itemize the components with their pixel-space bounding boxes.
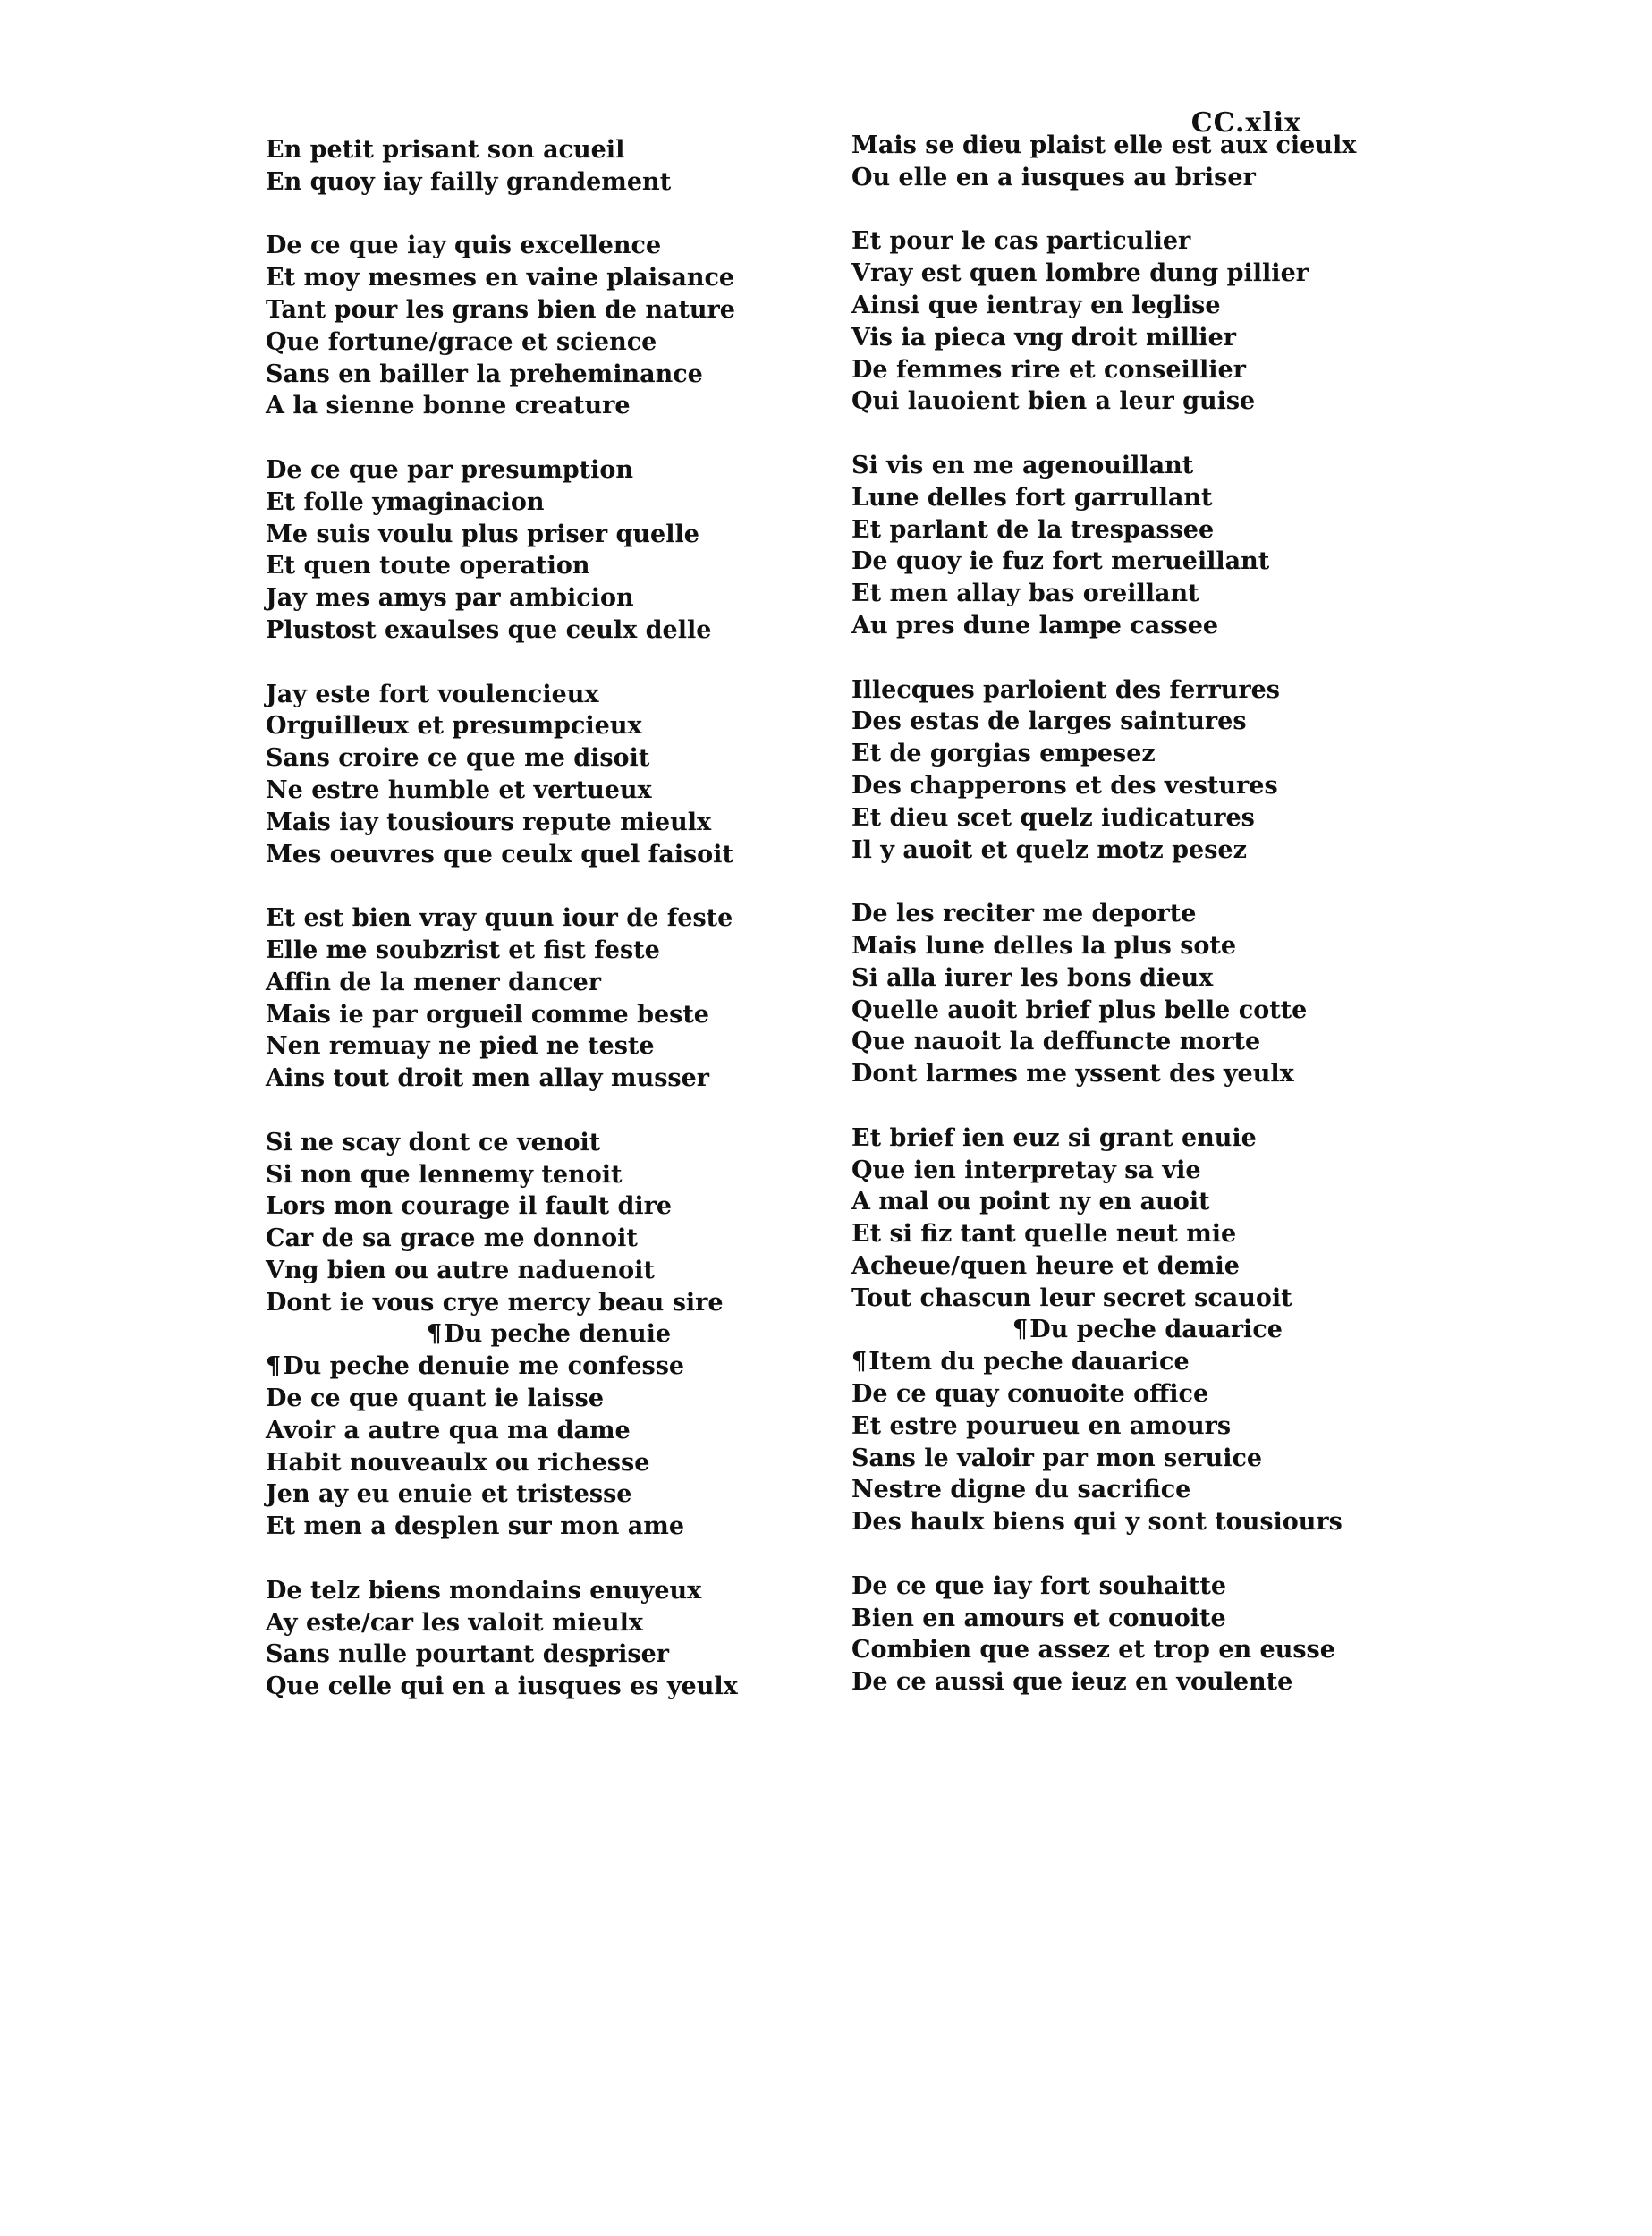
verse-line: [851, 995, 1352, 1027]
verse-line-text: Sans le valoir par mon seruice: [851, 1444, 1263, 1472]
verse-line-text: Et dieu scet quelz iudicatures: [851, 803, 1255, 832]
verse-line: [851, 450, 1352, 482]
verse-line-text: Que ien interpretay sa vie: [851, 1156, 1201, 1184]
verse-line-text: Sans nulle pourtant despriser: [266, 1640, 670, 1669]
verse-line: [851, 1506, 1352, 1538]
verse-line: [851, 962, 1352, 995]
verse-line: [851, 514, 1352, 546]
verse-line-text: Et parlant de la trespassee: [851, 515, 1215, 544]
section-heading: [266, 1318, 767, 1351]
section-heading-text: Du peche denuie: [444, 1320, 672, 1349]
verse-line: [851, 1250, 1352, 1283]
verse-line-text: Habit nouveaulx ou richesse: [266, 1448, 650, 1477]
verse-line-text: Quelle auoit brief plus belle cotte: [851, 995, 1308, 1024]
verse-line: [266, 550, 767, 582]
verse-line-text: Que fortune/grace et science: [266, 327, 657, 356]
verse-line: [266, 1575, 767, 1607]
verse-line-text: Jay mes amys par ambicion: [266, 584, 634, 613]
verse-line-text: Et est bien vray quun iour de feste: [266, 904, 733, 933]
right-stanza: [851, 1346, 1352, 1538]
verse-line-text: Nen remuay ne pied ne teste: [266, 1032, 655, 1061]
right-stanza: [851, 898, 1352, 1090]
folio-number: CC.xlix: [1190, 107, 1301, 139]
verse-line: [266, 1255, 767, 1287]
right-stanza: [851, 130, 1357, 194]
verse-line: [266, 1383, 767, 1415]
verse-line: [851, 674, 1352, 707]
verse-line: [851, 1634, 1352, 1666]
verse-line: [266, 1671, 767, 1703]
verse-line-text: Si ne scay dont ce venoit: [266, 1128, 601, 1156]
verse-line: [851, 610, 1352, 642]
verse-line: [266, 902, 767, 935]
verse-line: [851, 130, 1357, 162]
verse-line: [851, 1122, 1352, 1155]
left-stanza: [266, 679, 767, 871]
verse-line: [851, 1283, 1352, 1315]
verse-line: [266, 359, 767, 391]
verse-line-text: En petit prisant son acueil: [266, 136, 625, 164]
verse-line-text: Sans en bailler la preheminance: [266, 360, 703, 388]
verse-line: [851, 1474, 1352, 1506]
verse-line: [851, 225, 1352, 258]
left-stanza: [266, 134, 767, 199]
verse-line: [266, 1159, 767, 1191]
verse-line: [851, 1058, 1352, 1090]
verse-line: [266, 230, 767, 262]
verse-line-text: Car de sa grace me donnoit: [266, 1224, 638, 1253]
verse-line-text: De femmes rire et conseillier: [851, 355, 1246, 384]
verse-line: [851, 1186, 1352, 1218]
verse-line-text: Mais ie par orgueil comme beste: [266, 1000, 709, 1029]
verse-line: [266, 1127, 767, 1159]
verse-line-text: Dont ie vous crye mercy beau sire: [266, 1288, 724, 1317]
verse-line-text: Item du peche dauarice: [868, 1348, 1190, 1376]
verse-line: [266, 1511, 767, 1543]
verse-line-text: Vng bien ou autre naduenoit: [266, 1256, 655, 1284]
verse-line: [851, 385, 1352, 418]
verse-line-text: A la sienne bonne creature: [266, 392, 631, 420]
verse-line-text: Jay este fort voulencieux: [266, 680, 599, 708]
verse-line-text: Et folle ymaginacion: [266, 487, 545, 516]
verse-line-text: De ce que iay fort souhaitte: [851, 1571, 1227, 1600]
verse-line: [851, 546, 1352, 578]
verse-line-text: Et moy mesmes en vaine plaisance: [266, 264, 735, 292]
verse-line-text: Nestre digne du sacrifice: [851, 1476, 1191, 1504]
verse-line: [266, 1447, 767, 1479]
verse-line-text: Mes oeuvres que ceulx quel faisoit: [266, 840, 733, 868]
verse-line-text: Vis ia pieca vng droit millier: [851, 323, 1236, 351]
verse-line: [266, 294, 767, 326]
verse-line: [266, 967, 767, 999]
verse-line: [851, 1026, 1352, 1058]
verse-line: [266, 1190, 767, 1223]
verse-line-text: Illecques parloient des ferrures: [851, 675, 1280, 704]
pilcrow-icon: ¶: [851, 1348, 868, 1376]
verse-line: [851, 1155, 1352, 1187]
left-stanza: [266, 1575, 767, 1703]
verse-line-text: Tant pour les grans bien de nature: [266, 295, 735, 324]
verse-line-text: Qui lauoient bien a leur guise: [851, 387, 1256, 416]
verse-line-text: De quoy ie fuz fort merueillant: [851, 547, 1270, 576]
verse-line-text: Jen ay eu enuie et tristesse: [266, 1480, 632, 1509]
verse-line-text: Que nauoit la deffuncte morte: [851, 1028, 1261, 1056]
verse-line-text: Que celle qui en a iusques es yeulx: [266, 1673, 738, 1701]
verse-line: [851, 1666, 1352, 1698]
verse-line: [851, 258, 1352, 290]
verse-line-text: Et men a desplen sur mon ame: [266, 1512, 685, 1541]
verse-line: [851, 706, 1352, 738]
verse-line: [851, 578, 1352, 610]
verse-line: [266, 614, 767, 647]
verse-line-text: Plustost exaulses que ceulx delle: [266, 615, 712, 644]
verse-line-text: De telz biens mondains enuyeux: [266, 1576, 702, 1605]
verse-line-text: Lune delles fort garrullant: [851, 483, 1213, 512]
verse-line: [266, 839, 767, 871]
verse-line-text: Combien que assez et trop en eusse: [851, 1636, 1335, 1664]
verse-line: [266, 262, 767, 294]
verse-line-text: Me suis voulu plus priser quelle: [266, 520, 699, 548]
verse-line: [266, 742, 767, 775]
left-stanza: [266, 902, 767, 1095]
verse-line-text: Mais se dieu plaist elle est aux cieulx: [851, 131, 1357, 159]
section-heading-text: Du peche dauarice: [1029, 1316, 1283, 1344]
verse-line-text: Avoir a autre qua ma dame: [266, 1416, 631, 1444]
verse-line-text: Et estre pourueu en amours: [851, 1411, 1232, 1440]
pilcrow-icon: ¶: [427, 1320, 443, 1349]
left-stanza: [266, 230, 767, 422]
verse-line: [266, 487, 767, 519]
verse-line: [266, 519, 767, 551]
verse-line-text: Si alla iurer les bons dieux: [851, 963, 1214, 992]
verse-line-text: Dont larmes me yssent des yeulx: [851, 1060, 1294, 1088]
verse-line: [851, 1571, 1352, 1603]
left-stanza: [266, 1127, 767, 1351]
verse-line-text: Ou elle en a iusques au briser: [851, 163, 1256, 191]
verse-line: [266, 134, 767, 166]
verse-line: [266, 1639, 767, 1671]
verse-line: [851, 770, 1352, 802]
verse-line: [266, 454, 767, 487]
right-stanza: [851, 674, 1352, 867]
right-stanza: [851, 1122, 1352, 1347]
verse-line: [266, 390, 767, 422]
pilcrow-icon: ¶: [1012, 1316, 1029, 1344]
verse-line: [266, 1223, 767, 1255]
verse-line: [851, 1346, 1352, 1378]
verse-line-text: Affin de la mener dancer: [266, 968, 602, 996]
verse-line-text: Bien en amours et conuoite: [851, 1604, 1226, 1632]
verse-line-text: De ce aussi que ieuz en voulente: [851, 1668, 1293, 1697]
verse-line-text: Et quen toute operation: [266, 552, 590, 580]
verse-line: [266, 582, 767, 614]
verse-line-text: Et men allay bas oreillant: [851, 580, 1199, 608]
verse-line: [851, 1603, 1352, 1635]
verse-line-text: Elle me soubzrist et fist feste: [266, 936, 660, 964]
verse-line-text: A mal ou point ny en auoit: [851, 1188, 1210, 1216]
verse-line-text: Ne estre humble et vertueux: [266, 775, 652, 804]
verse-line-text: Au pres dune lampe cassee: [851, 611, 1219, 639]
verse-line-text: Et si fiz tant quelle neut mie: [851, 1220, 1237, 1249]
verse-line-text: Sans croire ce que me disoit: [266, 744, 650, 773]
verse-line: [851, 290, 1352, 322]
verse-line: [266, 775, 767, 807]
verse-line: [266, 679, 767, 711]
verse-line-text: Si non que lennemy tenoit: [266, 1160, 623, 1189]
left-stanza: [266, 1351, 767, 1543]
verse-line-text: De ce quay conuoite office: [851, 1380, 1209, 1409]
verse-line-text: Des estas de larges saintures: [851, 707, 1247, 736]
right-column: [851, 130, 1357, 1698]
verse-line: [851, 354, 1352, 386]
verse-line-text: De les reciter me deporte: [851, 900, 1197, 928]
verse-line-text: Tout chascun leur secret scauoit: [851, 1283, 1292, 1312]
right-stanza: [851, 225, 1352, 418]
verse-line-text: Et pour le cas particulier: [851, 227, 1191, 256]
verse-line: [851, 738, 1352, 770]
verse-line-text: En quoy iay failly grandement: [266, 167, 672, 196]
verse-line: [266, 807, 767, 839]
verse-line-text: De ce que quant ie laisse: [266, 1385, 605, 1413]
verse-line: [266, 1287, 767, 1319]
verse-line: [266, 710, 767, 742]
verse-line-text: Lors mon courage il fault dire: [266, 1192, 673, 1221]
verse-line: [266, 935, 767, 967]
verse-line-text: Ainsi que ientray en leglise: [851, 291, 1221, 319]
verse-line: [266, 1607, 767, 1639]
verse-line: [266, 999, 767, 1031]
verse-line-text: De ce que par presumption: [266, 455, 634, 484]
verse-line: [851, 1410, 1352, 1443]
verse-line: [851, 1218, 1352, 1250]
verse-line: [851, 162, 1352, 194]
verse-line-text: Acheue/quen heure et demie: [851, 1251, 1240, 1280]
verse-line-text: Orguilleux et presumpcieux: [266, 712, 642, 741]
verse-line: [266, 1351, 767, 1383]
verse-line: [266, 1478, 767, 1511]
left-stanza: [266, 454, 767, 647]
verse-line-text: Ay este/car les valoit mieulx: [266, 1608, 643, 1637]
right-stanza: [851, 1571, 1352, 1698]
verse-line: [266, 1063, 767, 1095]
section-heading: [851, 1314, 1352, 1346]
verse-line-text: Vray est quen lombre dung pillier: [851, 259, 1309, 288]
verse-line: [851, 802, 1352, 834]
verse-line: [266, 1030, 767, 1063]
verse-line: [851, 834, 1352, 867]
verse-line: [851, 322, 1352, 354]
verse-line-text: Il y auoit et quelz motz pesez: [851, 835, 1247, 864]
verse-line-text: De ce que iay quis excellence: [266, 232, 662, 260]
verse-line-text: Mais iay tousiours repute mieulx: [266, 808, 712, 836]
pilcrow-icon: ¶: [266, 1352, 282, 1381]
verse-line-text: Des chapperons et des vestures: [851, 771, 1278, 800]
verse-line-text: Et de gorgias empesez: [851, 740, 1156, 768]
verse-line-text: Des haulx biens qui y sont tousiours: [851, 1508, 1343, 1537]
verse-line-text: Ains tout droit men allay musser: [266, 1064, 710, 1093]
verse-line-text: Mais lune delles la plus sote: [851, 931, 1237, 960]
right-stanza: [851, 450, 1352, 642]
verse-line-text: Du peche denuie me confesse: [283, 1352, 685, 1381]
verse-line-text: Et brief ien euz si grant enuie: [851, 1123, 1257, 1152]
verse-line: [266, 326, 767, 359]
left-column: [266, 134, 767, 1703]
verse-line: [851, 1443, 1352, 1475]
verse-line: [851, 482, 1352, 514]
verse-line: [851, 1378, 1352, 1410]
verse-line: [266, 166, 767, 199]
verse-line: [851, 930, 1352, 962]
verse-line: [851, 898, 1352, 930]
verse-line: [266, 1415, 767, 1447]
verse-line-text: Si vis en me agenouillant: [851, 451, 1194, 479]
